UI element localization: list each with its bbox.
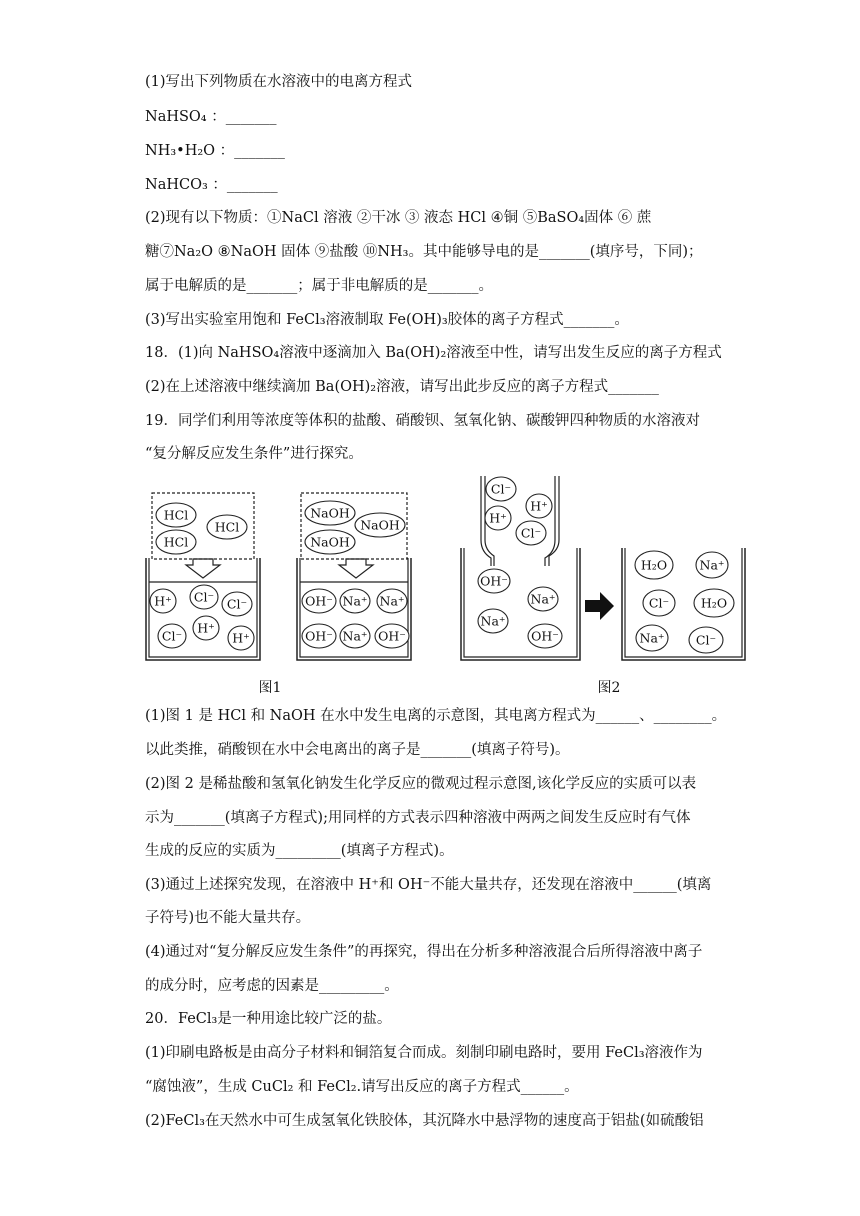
text-line: (1)图 1 是 HCl 和 NaOH 在水中发生电离的示意图，其电离方程式为______、________。 [145,708,727,724]
text-line: (1)写出下列物质在水溶液中的电离方程式 [145,74,413,90]
text-line: (4)通过对“复分解反应发生条件”的再探究，得出在分析多种溶液混合后所得溶液中离子 [145,944,703,960]
ion-label: Na⁺ [480,613,506,629]
ion-label: H⁺ [232,630,250,646]
figure-1-caption: 图1 [258,680,282,696]
hcl-label: HCl [163,534,189,550]
ion-label: OH⁻ [378,628,406,644]
ion-label: Na⁺ [342,628,368,644]
ion-label: Cl⁻ [520,525,542,541]
text-line: “复分解反应发生条件”进行探究。 [145,446,363,462]
ion-label: H₂O [640,557,668,573]
ion-label: Na⁺ [699,557,725,573]
text-line: 的成分时，应考虑的因素是_________。 [145,978,399,994]
ion-label: H⁺ [197,620,215,636]
hcl-label: HCl [214,519,240,535]
ion-label: Cl⁻ [695,632,717,648]
text-line: (3)通过上述探究发现，在溶液中 H⁺和 OH⁻不能大量共存，还发现在溶液中______(填离 [145,877,712,893]
ion-label: Cl⁻ [648,595,670,611]
ion-label: H⁺ [530,498,548,514]
ion-label: Cl⁻ [193,589,215,605]
text-line: 20．FeCl₃是一种用途比较广泛的盐。 [145,1011,392,1027]
figure-2-caption: 图2 [597,680,621,696]
ion-label: H⁺ [489,510,507,526]
ion-label: Cl⁻ [161,628,183,644]
text-line: 子符号)也不能大量共存。 [145,910,311,926]
naoh-label: NaOH [310,505,350,521]
ion-label: Cl⁻ [490,481,512,497]
text-line: NaHCO₃ ：_______ [145,177,278,193]
text-line: 糖⑦Na₂O ⑧NaOH 固体 ⑨盐酸 ⑩NH₃。其中能够导电的是_______(填序号，下同)； [145,244,703,260]
text-line: NaHSO₄ ：_______ [145,109,277,125]
drop-arrow [186,559,220,578]
text-line: (3)写出实验室用饱和 FeCl₃溶液制取 Fe(OH)₃胶体的离子方程式_______。 [145,312,629,328]
ion-label: Na⁺ [639,630,665,646]
drop-arrow [339,559,373,578]
text-line: 18．(1)向 NaHSO₄溶液中逐滴加入 Ba(OH)₂溶液至中性，请写出发生反应的离子方程式 [145,345,722,361]
text-line: (2)FeCl₃在天然水中可生成氢氧化铁胶体，其沉降水中悬浮物的速度高于铝盐(如硫酸铝 [145,1113,704,1129]
reaction-arrow-icon [585,592,614,620]
ion-label: OH⁻ [480,573,508,589]
ion-label: OH⁻ [305,593,333,609]
text-line: (2)在上述溶液中继续滴加 Ba(OH)₂溶液，请写出此步反应的离子方程式_______ [145,379,659,395]
beaker-3 [461,548,580,660]
text-line: 生成的反应的实质为_________(填离子方程式)。 [145,843,454,859]
text-line: 属于电解质的是_______；属于非电解质的是_______。 [145,278,493,294]
text-line: 19．同学们利用等浓度等体积的盐酸、硝酸钡、氢氧化钠、碳酸钾四种物质的水溶液对 [145,413,700,429]
text-line: “腐蚀液”，生成 CuCl₂ 和 FeCl₂.请写出反应的离子方程式______。 [145,1079,579,1095]
naoh-label: NaOH [360,517,400,533]
text-line: NH₃•H₂O ：_______ [145,143,285,159]
ion-label: H⁺ [154,593,172,609]
text-line: (2)现有以下物质：①NaCl 溶液 ②干冰 ③ 液态 HCl ④铜 ⑤BaSO₄固体 ⑥ 蔗 [145,210,652,226]
ion-label: Na⁺ [379,593,405,609]
ion-label: Cl⁻ [226,596,248,612]
ion-label: Na⁺ [530,591,556,607]
ion-label: OH⁻ [531,628,559,644]
ion-label: OH⁻ [305,628,333,644]
hcl-label: HCl [163,507,189,523]
ion-label: H₂O [700,595,728,611]
naoh-label: NaOH [310,534,350,550]
ion-label: Na⁺ [342,593,368,609]
text-line: (1)印刷电路板是由高分子材料和铜箔复合而成。刻制印刷电路时，要用 FeCl₃溶液作为 [145,1045,703,1061]
text-line: (2)图 2 是稀盐酸和氢氧化钠发生化学反应的微观过程示意图,该化学反应的实质可以表 [145,776,697,792]
text-line: 示为_______(填离子方程式);用同样的方式表示四种溶液中两两之间发生反应时有气体 [145,810,691,826]
text-line: 以此类推，硝酸钡在水中会电离出的离子是_______(填离子符号)。 [145,742,570,758]
